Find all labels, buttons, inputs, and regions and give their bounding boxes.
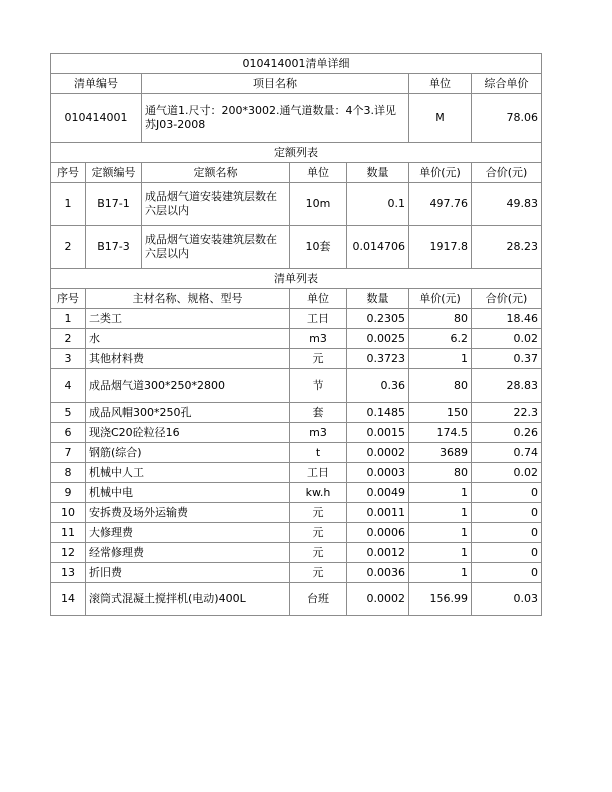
material-total: 0.03 xyxy=(472,583,542,616)
material-price: 156.99 xyxy=(409,583,472,616)
material-seq: 14 xyxy=(51,583,86,616)
material-qty: 0.36 xyxy=(347,369,409,403)
material-seq: 3 xyxy=(51,349,86,369)
material-row xyxy=(51,463,542,483)
quota-total-header: 合价(元) xyxy=(472,163,542,183)
quota-name: 成品烟气道安装建筑层数在六层以内 xyxy=(142,183,290,226)
material-seq: 6 xyxy=(51,423,86,443)
material-total: 22.3 xyxy=(472,403,542,423)
quota-qty-header: 数量 xyxy=(347,163,409,183)
quota-price: 1917.8 xyxy=(409,226,472,269)
material-seq: 13 xyxy=(51,563,86,583)
material-qty: 0.0003 xyxy=(347,463,409,483)
material-total: 18.46 xyxy=(472,309,542,329)
material-price: 174.5 xyxy=(409,423,472,443)
material-total: 0 xyxy=(472,563,542,583)
material-total: 0 xyxy=(472,483,542,503)
material-name: 现浇C20砼粒径16 xyxy=(86,423,290,443)
material-price: 1 xyxy=(409,483,472,503)
material-total: 28.83 xyxy=(472,369,542,403)
table-title: 010414001清单详细 xyxy=(51,54,542,74)
quota-unit: 10m xyxy=(290,183,347,226)
material-unit: kw.h xyxy=(290,483,347,503)
material-row xyxy=(51,523,542,543)
bill-unit-header: 单位 xyxy=(409,74,472,94)
material-unit: 节 xyxy=(290,369,347,403)
material-unit: 元 xyxy=(290,523,347,543)
material-total-header: 合价(元) xyxy=(472,289,542,309)
material-row xyxy=(51,443,542,463)
material-price-header: 单价(元) xyxy=(409,289,472,309)
material-total: 0.02 xyxy=(472,329,542,349)
quota-section-title: 定额列表 xyxy=(51,143,542,163)
material-price: 80 xyxy=(409,463,472,483)
material-qty: 0.1485 xyxy=(347,403,409,423)
quota-unit: 10套 xyxy=(290,226,347,269)
material-row xyxy=(51,563,542,583)
material-price: 1 xyxy=(409,563,472,583)
material-qty: 0.0025 xyxy=(347,329,409,349)
quota-qty: 0.014706 xyxy=(347,226,409,269)
material-qty: 0.0006 xyxy=(347,523,409,543)
material-unit: 台班 xyxy=(290,583,347,616)
material-unit: 工日 xyxy=(290,463,347,483)
material-price: 6.2 xyxy=(409,329,472,349)
material-section-title: 清单列表 xyxy=(51,269,542,289)
material-unit: 元 xyxy=(290,563,347,583)
material-qty: 0.0015 xyxy=(347,423,409,443)
material-seq: 2 xyxy=(51,329,86,349)
material-row xyxy=(51,403,542,423)
material-name: 大修理费 xyxy=(86,523,290,543)
bill-name-header: 项目名称 xyxy=(142,74,409,94)
material-unit: m3 xyxy=(290,329,347,349)
material-price: 3689 xyxy=(409,443,472,463)
quota-price: 497.76 xyxy=(409,183,472,226)
bill-detail-table xyxy=(50,53,542,616)
material-seq: 9 xyxy=(51,483,86,503)
quota-total: 28.23 xyxy=(472,226,542,269)
quota-name-header: 定额名称 xyxy=(142,163,290,183)
bill-code-header: 清单编号 xyxy=(51,74,142,94)
material-total: 0.02 xyxy=(472,463,542,483)
material-name: 成品烟气道300*250*2800 xyxy=(86,369,290,403)
material-row xyxy=(51,483,542,503)
material-seq-header: 序号 xyxy=(51,289,86,309)
bill-unit-price-header: 综合单价 xyxy=(472,74,542,94)
material-row xyxy=(51,329,542,349)
material-name: 成品风帽300*250孔 xyxy=(86,403,290,423)
material-name: 水 xyxy=(86,329,290,349)
material-seq: 11 xyxy=(51,523,86,543)
material-list xyxy=(51,309,542,616)
material-total: 0 xyxy=(472,503,542,523)
bill-unit: M xyxy=(409,94,472,143)
material-price: 80 xyxy=(409,309,472,329)
material-qty: 0.0012 xyxy=(347,543,409,563)
material-qty: 0.0002 xyxy=(347,583,409,616)
material-price: 1 xyxy=(409,523,472,543)
quota-seq: 1 xyxy=(51,183,86,226)
material-qty: 0.2305 xyxy=(347,309,409,329)
material-seq: 12 xyxy=(51,543,86,563)
bill-unit-price: 78.06 xyxy=(472,94,542,143)
material-name: 机械中电 xyxy=(86,483,290,503)
material-seq: 4 xyxy=(51,369,86,403)
material-unit: 元 xyxy=(290,543,347,563)
quota-code-header: 定额编号 xyxy=(86,163,142,183)
material-name: 二类工 xyxy=(86,309,290,329)
material-row xyxy=(51,543,542,563)
material-row xyxy=(51,423,542,443)
quota-name: 成品烟气道安装建筑层数在六层以内 xyxy=(142,226,290,269)
material-row xyxy=(51,349,542,369)
material-unit: 套 xyxy=(290,403,347,423)
material-qty: 0.0036 xyxy=(347,563,409,583)
material-seq: 10 xyxy=(51,503,86,523)
quota-row xyxy=(51,183,542,226)
material-qty-header: 数量 xyxy=(347,289,409,309)
quota-row xyxy=(51,226,542,269)
material-unit: m3 xyxy=(290,423,347,443)
material-name: 折旧费 xyxy=(86,563,290,583)
quota-qty: 0.1 xyxy=(347,183,409,226)
material-row xyxy=(51,503,542,523)
quota-seq: 2 xyxy=(51,226,86,269)
material-unit: 元 xyxy=(290,349,347,369)
material-seq: 7 xyxy=(51,443,86,463)
material-name: 其他材料费 xyxy=(86,349,290,369)
material-price: 150 xyxy=(409,403,472,423)
quota-seq-header: 序号 xyxy=(51,163,86,183)
material-seq: 5 xyxy=(51,403,86,423)
quota-code: B17-3 xyxy=(86,226,142,269)
material-qty: 0.3723 xyxy=(347,349,409,369)
material-qty: 0.0011 xyxy=(347,503,409,523)
material-total: 0.37 xyxy=(472,349,542,369)
material-total: 0.74 xyxy=(472,443,542,463)
material-price: 80 xyxy=(409,369,472,403)
material-total: 0 xyxy=(472,543,542,563)
material-name: 安拆费及场外运输费 xyxy=(86,503,290,523)
material-qty: 0.0002 xyxy=(347,443,409,463)
material-seq: 1 xyxy=(51,309,86,329)
material-name: 经常修理费 xyxy=(86,543,290,563)
material-unit: 工日 xyxy=(290,309,347,329)
material-qty: 0.0049 xyxy=(347,483,409,503)
quota-unit-header: 单位 xyxy=(290,163,347,183)
quota-price-header: 单价(元) xyxy=(409,163,472,183)
material-total: 0 xyxy=(472,523,542,543)
material-price: 1 xyxy=(409,349,472,369)
material-unit-header: 单位 xyxy=(290,289,347,309)
material-name-header: 主材名称、规格、型号 xyxy=(86,289,290,309)
material-name: 滚筒式混凝土搅拌机(电动)400L xyxy=(86,583,290,616)
material-row xyxy=(51,583,542,616)
material-row xyxy=(51,309,542,329)
material-total: 0.26 xyxy=(472,423,542,443)
material-row xyxy=(51,369,542,403)
quota-code: B17-1 xyxy=(86,183,142,226)
material-price: 1 xyxy=(409,543,472,563)
bill-name: 通气道1.尺寸：200*3002.通气道数量：4个3.详见苏J03-2008 xyxy=(142,94,409,143)
material-price: 1 xyxy=(409,503,472,523)
quota-total: 49.83 xyxy=(472,183,542,226)
material-unit: 元 xyxy=(290,503,347,523)
material-seq: 8 xyxy=(51,463,86,483)
material-name: 钢筋(综合) xyxy=(86,443,290,463)
material-unit: t xyxy=(290,443,347,463)
bill-code: 010414001 xyxy=(51,94,142,143)
material-name: 机械中人工 xyxy=(86,463,290,483)
